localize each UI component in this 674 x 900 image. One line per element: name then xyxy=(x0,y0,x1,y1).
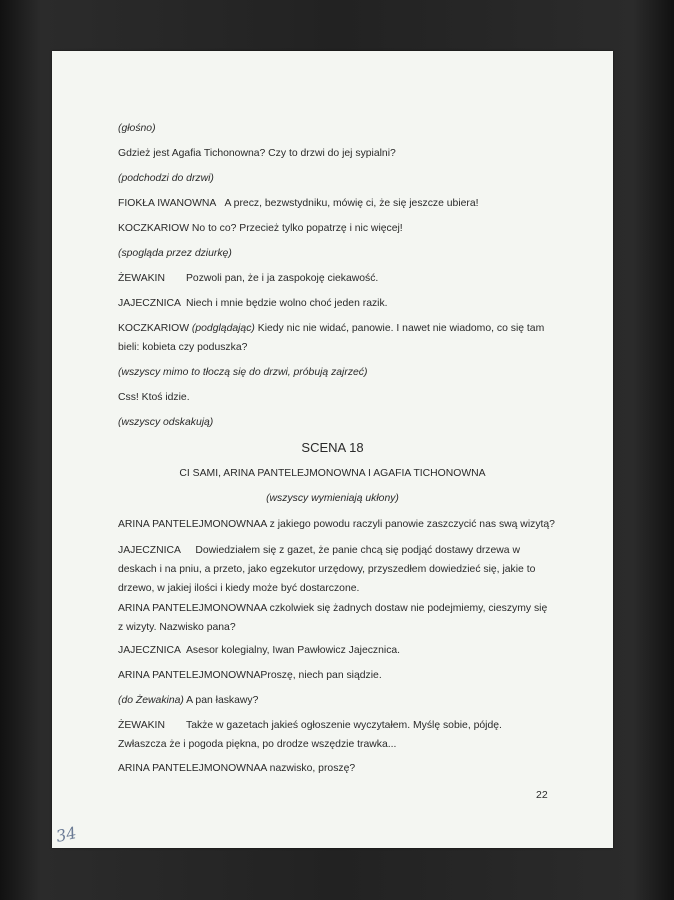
inline-direction: (podglądając) xyxy=(191,323,255,334)
speaker-name: FIOKŁA IWANOWNA xyxy=(118,198,217,209)
speech-text: A precz, bezwstydniku, mówię ci, że się jeszcze ubiera! xyxy=(224,198,479,209)
speaker-name: ARINA PANTELEJMONOWNA xyxy=(118,603,261,614)
speaker-name: ŻEWAKIN xyxy=(118,720,165,731)
stage-direction: (wszyscy wymieniają ukłony) xyxy=(266,493,399,504)
speech-text: A czkolwiek się żadnych dostaw nie podejmiemy, cieszymy się z wizyty. Nazwisko pana? xyxy=(118,603,548,633)
stage-direction: (głośno) xyxy=(118,123,156,134)
stage-direction: (podchodzi do drzwi) xyxy=(118,173,214,184)
dialogue-line xyxy=(118,599,548,637)
stage-direction: (wszyscy odskakują) xyxy=(118,417,214,428)
dialogue-line xyxy=(118,641,400,660)
speech-text: Kiedy nic nie widać, panowie. I nawet nie wiadomo, co się tam bieli: kobieta czy poduszka? xyxy=(118,323,545,353)
dialogue-line xyxy=(118,691,258,710)
dialogue-line xyxy=(118,515,555,534)
speech-text: A z jakiego powodu raczyli panowie zaszczycić nas swą wizytą? xyxy=(260,519,555,530)
dialogue-line xyxy=(118,269,378,288)
dialogue-line xyxy=(118,219,403,238)
speech-text: Dowiedziałem się z gazet, że panie chcą się podjąć dostawy drzewa w deskach i na pniu, a przeto, jako egzekutor urzędowy, przyszedłem dowiedzieć się, jakie to drzewo, w jakiej ilości i kiedy może być dostarczone. xyxy=(118,545,536,594)
speech-text: Proszę, niech pan siądzie. xyxy=(260,670,382,681)
speech-text: Także w gazetach jakieś ogłoszenie wyczytałem. Myślę sobie, pójdę. Zwłaszcza że i pogoda piękna, po drodze wszędzie trawka... xyxy=(118,720,502,750)
handwritten-note: 34 xyxy=(54,823,79,846)
speaker-name: KOCZKARIOW xyxy=(118,223,190,234)
speaker-name: ARINA PANTELEJMONOWNA xyxy=(118,670,261,681)
scene-heading: SCENA 18 xyxy=(301,440,364,455)
stage-direction: (wszyscy mimo to tłoczą się do drzwi, próbują zajrzeć) xyxy=(118,367,368,378)
speaker-name: ARINA PANTELEJMONOWNA xyxy=(118,763,261,774)
speaker-name: JAJECZNICA xyxy=(118,298,181,309)
speech-text: Pozwoli pan, że i ja zaspokoję ciekawość. xyxy=(186,273,379,284)
speech-text: A nazwisko, proszę? xyxy=(260,763,356,774)
dialogue-line xyxy=(118,294,388,313)
dialogue-line xyxy=(118,759,355,778)
dialogue-line xyxy=(118,319,548,357)
dialogue-line xyxy=(118,541,548,598)
dialogue-line: Gdzież jest Agafia Tichonowna? Czy to drzwi do jej sypialni? xyxy=(118,148,396,159)
speaker-name: JAJECZNICA xyxy=(118,645,181,656)
speech-text: Asesor kolegialny, Iwan Pawłowicz Jajecznica. xyxy=(186,645,401,656)
inline-direction: (do Żewakina) xyxy=(118,695,184,706)
dialogue-line xyxy=(118,194,479,213)
dialogue-line: Css! Ktoś idzie. xyxy=(118,392,190,403)
speaker-name: ARINA PANTELEJMONOWNA xyxy=(118,519,261,530)
speech-text: A pan łaskawy? xyxy=(186,695,259,706)
script-page xyxy=(52,51,613,848)
dialogue-line xyxy=(118,666,382,685)
page-number: 22 xyxy=(536,789,548,801)
dialogue-line xyxy=(118,716,548,754)
speech-text: Niech i mnie będzie wolno choć jeden razik. xyxy=(186,298,388,309)
speaker-name: JAJECZNICA xyxy=(118,545,181,556)
stage-direction: (spogląda przez dziurkę) xyxy=(118,248,232,259)
speaker-name: KOCZKARIOW xyxy=(118,323,190,334)
scene-characters: CI SAMI, ARINA PANTELEJMONOWNA I AGAFIA TICHONOWNA xyxy=(179,468,486,479)
speech-text: No to co? Przecież tylko popatrzę i nic więcej! xyxy=(191,223,403,234)
speaker-name: ŻEWAKIN xyxy=(118,273,165,284)
